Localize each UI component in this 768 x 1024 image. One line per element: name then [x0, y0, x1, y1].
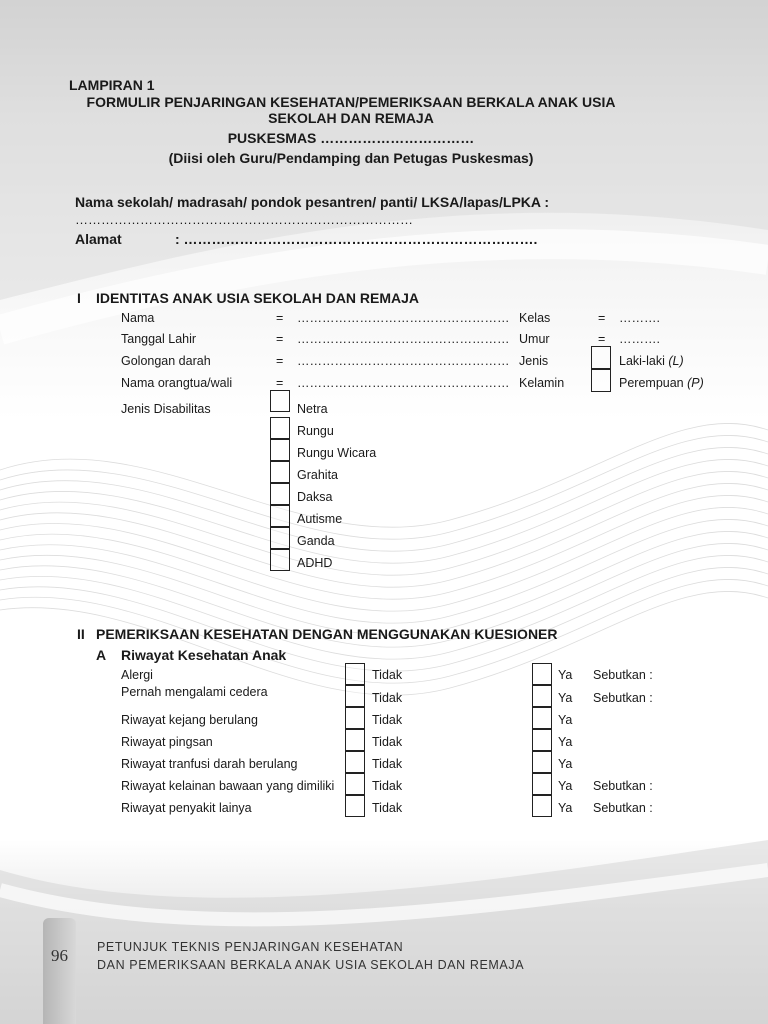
subsection-letter: A — [96, 647, 107, 663]
ya-checkbox[interactable] — [532, 707, 552, 729]
tidak-checkbox[interactable] — [345, 729, 365, 751]
tidak-label: Tidak — [372, 713, 403, 727]
page-tab — [43, 918, 76, 1024]
identity-dots: …………………………………………… — [297, 332, 510, 346]
riwayat-label: Riwayat tranfusi darah berulang — [121, 757, 298, 771]
disabilitas-checkbox[interactable] — [270, 417, 290, 439]
alamat-label: Alamat — [75, 231, 122, 247]
identity-label: Tanggal Lahir — [121, 332, 197, 346]
tidak-checkbox[interactable] — [345, 795, 365, 817]
kelas-label: Kelas — [519, 311, 551, 325]
identity-eq: = — [276, 354, 284, 368]
identity-dots: …………………………………………… — [297, 311, 510, 325]
ya-checkbox[interactable] — [532, 751, 552, 773]
riwayat-label: Riwayat kelainan bawaan yang dimiliki — [121, 779, 335, 793]
jenis-label: Jenis — [519, 354, 549, 368]
disabilitas-checkbox[interactable] — [270, 505, 290, 527]
tidak-checkbox[interactable] — [345, 773, 365, 795]
identity-label: Nama orangtua/wali — [121, 376, 233, 390]
ya-label: Ya — [558, 713, 573, 727]
school-name-label: Nama sekolah/ madrasah/ pondok pesantren/ panti/ LKSA/lapas/LPKA : — [75, 194, 550, 210]
section2-number: II — [77, 626, 85, 642]
footer-line2: DAN PEMERIKSAAN BERKALA ANAK USIA SEKOLAH DAN REMAJA — [97, 958, 525, 972]
sebutkan-label: Sebutkan : — [593, 779, 653, 793]
identity-eq: = — [276, 311, 284, 325]
tidak-label: Tidak — [372, 668, 403, 682]
identity-label: Golongan darah — [121, 354, 211, 368]
disabilitas-option: Daksa — [297, 490, 333, 504]
perempuan-label: Perempuan (P) — [619, 376, 704, 390]
disabilitas-label: Jenis Disabilitas — [121, 402, 211, 416]
laki-laki-label: Laki-laki (L) — [619, 354, 684, 368]
form-title-line1: FORMULIR PENJARINGAN KESEHATAN/PEMERIKSAAN BERKALA ANAK USIA — [86, 94, 616, 110]
ya-label: Ya — [558, 691, 573, 705]
laki-laki-checkbox[interactable] — [591, 346, 611, 369]
section2-title: PEMERIKSAAN KESEHATAN DENGAN MENGGUNAKAN KUESIONER — [96, 626, 558, 642]
ya-checkbox[interactable] — [532, 795, 552, 817]
umur-eq: = — [598, 332, 606, 346]
tidak-checkbox[interactable] — [345, 663, 365, 685]
disabilitas-checkbox[interactable] — [270, 390, 290, 412]
disabilitas-option: Rungu Wicara — [297, 446, 377, 460]
tidak-label: Tidak — [372, 779, 403, 793]
disabilitas-checkbox[interactable] — [270, 461, 290, 483]
ya-label: Ya — [558, 668, 573, 682]
subsection-title: Riwayat Kesehatan Anak — [121, 647, 287, 663]
kelamin-label: Kelamin — [519, 376, 565, 390]
tidak-checkbox[interactable] — [345, 707, 365, 729]
lampiran-label: LAMPIRAN 1 — [69, 77, 155, 93]
identity-eq: = — [276, 332, 284, 346]
sebutkan-label: Sebutkan : — [593, 801, 653, 815]
tidak-checkbox[interactable] — [345, 751, 365, 773]
disabilitas-option: Grahita — [297, 468, 338, 482]
tidak-checkbox[interactable] — [345, 685, 365, 707]
identity-label: Nama — [121, 311, 155, 325]
riwayat-label: Alergi — [121, 668, 153, 682]
disabilitas-checkbox[interactable] — [270, 439, 290, 461]
perempuan-checkbox[interactable] — [591, 369, 611, 392]
disabilitas-checkbox[interactable] — [270, 549, 290, 571]
umur-dots: ………. — [619, 332, 660, 346]
section1-title: IDENTITAS ANAK USIA SEKOLAH DAN REMAJA — [96, 290, 420, 306]
page-number: 96 — [51, 946, 68, 965]
ya-label: Ya — [558, 779, 573, 793]
disabilitas-checkbox[interactable] — [270, 527, 290, 549]
ya-label: Ya — [558, 735, 573, 749]
ya-checkbox[interactable] — [532, 685, 552, 707]
ya-label: Ya — [558, 801, 573, 815]
form-note: (Diisi oleh Guru/Pendamping dan Petugas Puskesmas) — [168, 150, 534, 166]
puskesmas-line: PUSKESMAS …………………………… — [227, 130, 475, 146]
disabilitas-option: ADHD — [297, 556, 333, 570]
kelas-dots: ………. — [619, 311, 660, 325]
tidak-label: Tidak — [372, 801, 403, 815]
ya-label: Ya — [558, 757, 573, 771]
identity-eq: = — [276, 376, 284, 390]
sebutkan-label: Sebutkan : — [593, 668, 653, 682]
disabilitas-option: Autisme — [297, 512, 343, 526]
ya-checkbox[interactable] — [532, 773, 552, 795]
umur-label: Umur — [519, 332, 550, 346]
disabilitas-option: Ganda — [297, 534, 335, 548]
riwayat-label: Riwayat penyakit lainya — [121, 801, 252, 815]
identity-dots: …………………………………………… — [297, 354, 510, 368]
sebutkan-label: Sebutkan : — [593, 691, 653, 705]
kelas-eq: = — [598, 311, 606, 325]
ya-checkbox[interactable] — [532, 663, 552, 685]
tidak-label: Tidak — [372, 757, 403, 771]
ya-checkbox[interactable] — [532, 729, 552, 751]
riwayat-label: Pernah mengalami cedera — [121, 685, 268, 699]
tidak-label: Tidak — [372, 735, 403, 749]
riwayat-label: Riwayat pingsan — [121, 735, 213, 749]
riwayat-label: Riwayat kejang berulang — [121, 713, 258, 727]
disabilitas-option: Netra — [297, 402, 328, 416]
tidak-label: Tidak — [372, 691, 403, 705]
section1-number: I — [77, 290, 81, 306]
alamat-value: : …………………………………………………………………. — [175, 231, 538, 247]
school-name-dots: …………………………………………………………………… — [75, 212, 413, 227]
disabilitas-option: Rungu — [297, 424, 334, 438]
form-title-line2: SEKOLAH DAN REMAJA — [268, 110, 434, 126]
disabilitas-checkbox[interactable] — [270, 483, 290, 505]
footer-line1: PETUNJUK TEKNIS PENJARINGAN KESEHATAN — [97, 940, 404, 954]
identity-dots: …………………………………………… — [297, 376, 510, 390]
